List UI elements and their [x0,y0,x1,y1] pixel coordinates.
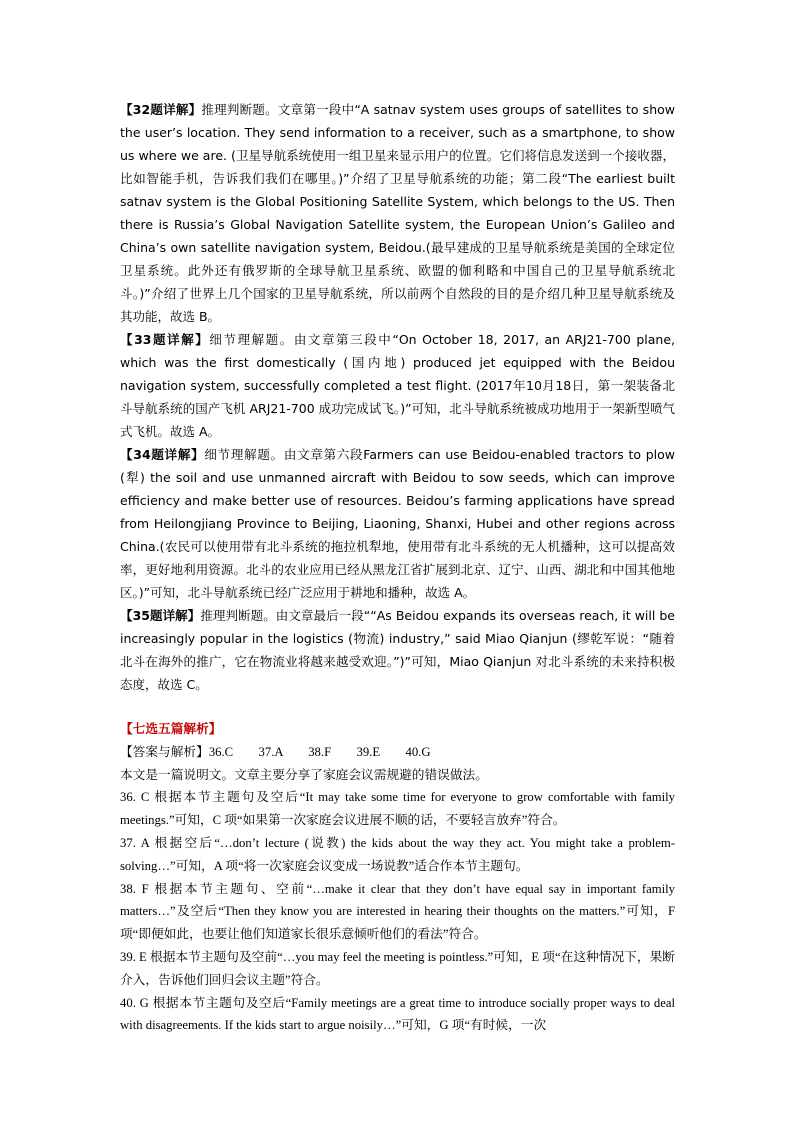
q34-text: 细节理解题。由文章第六段Farmers can use Beidou-enabled tractors to plow (犁) the soil and use unmanned aircraft with Beidou to sow seeds, which can improve efficiency and make better use of resources. Beidou’s farming applications have spread from Heilongjiang Province to Beijing, Liaoning, Shanxi, Hubei and other regions across China.(农民可以使用带有北斗系统的拖拉机犁地，使用带有北斗系统的无人机播种，这可以提高效率，更好地利用资源。北斗的农业应用已经从黑龙江省扩展到北京、辽宁、山西、湖北和中国其他地区。)”可知，北斗导航系统已经广泛应用于耕地和播种，故选 A。 [120,447,675,600]
item-38: 38. F 根据本节主题句、空前“…make it clear that they don’t have equal say in important family matters…”及空后“Then they know you are interested in hearing their thoughts on the matters.”可知，F 项“即便如此，也要让他们知道家长很乐意倾听他们的看法”符合。 [120,881,675,942]
q33-paragraph [120,328,675,443]
answers-line [120,741,675,764]
q32-paragraph [120,98,675,328]
item-36: 36. C 根据本节主题句及空后“It may take some time for everyone to grow comfortable with family meetings.”可知，C 项“如果第一次家庭会议进展不顺的话，不要轻言放弃”符合。 [120,790,675,828]
section-intro: 本文是一篇说明文。文章主要分享了家庭会议需规避的错误做法。 [120,767,488,782]
reading-explanations [120,98,675,696]
q34-paragraph [120,443,675,604]
item-39: 39. E 根据本节主题句及空前“…you may feel the meeting is pointless.”可知，E 项“在这种情况下，果断介入，告诉他们回归会议主题”符合。 [120,949,675,987]
q34-tag: 【34题详解】 [120,447,205,462]
q33-tag: 【33题详解】 [120,332,210,347]
q35-paragraph [120,604,675,696]
item-40: 40. G 根据本节主题句及空后“Family meetings are a great time to introduce socially proper ways to deal with disagreements. If the kids start to argue noisily…”可知，G 项“有时候，一次 [120,995,675,1033]
item-37: 37. A 根据空后“…don’t lecture (说教) the kids about the way they act. You might take a problem-solving…”可知，A 项“将一次家庭会议变成一场说教”适合作本节主题句。 [120,835,675,873]
q33-text: 细节理解题。由文章第三段中“On October 18, 2017, an ARJ21-700 plane, which was the first domestically (国内地) produced jet equipped with the Beidou navigation system, successfully completed a test flight. (2017年10月18日，第一架装备北斗导航系统的国产飞机 ARJ21-700 成功完成试飞。)”可知，北斗导航系统被成功地用于一架新型喷气式飞机。故选 A。 [120,332,675,439]
section-title: 【七选五篇解析】 [120,722,222,736]
q35-text: 推理判断题。由文章最后一段““As Beidou expands its overseas reach, it will be increasingly popular in the logistics (物流) industry,” said Miao Qianjun (缪乾军说：“随着北斗在海外的推广，它在物流业将越来越受欢迎。”)”可知，Miao Qianjun 对北斗系统的未来持积极态度，故选 C。 [120,608,676,692]
seven-choose-five-section [120,718,675,1037]
q35-tag: 【35题详解】 [120,608,201,623]
q32-text: 推理判断题。文章第一段中“A satnav system uses groups of satellites to show the user’s location. They send information to a receiver, such as a smartphone, to show us where we are. (卫星导航系统使用一组卫星来显示用户的位置。它们将信息发送到一个接收器，比如智能手机，告诉我们我们在哪里。)”介绍了卫星导航系统的功能；第二段“The earliest built satnav system is the Global Positioning Satellite System, which belongs to the US. Then there is Russia’s Global Navigation Satellite system, the European Union’s Galileo and China’s own satellite navigation system, Beidou.(最早建成的卫星导航系统是美国的全球定位卫星系统。此外还有俄罗斯的全球导航卫星系统、欧盟的伽利略和中国自己的卫星导航系统北斗。)”介绍了世界上几个国家的卫星导航系统，所以前两个自然段的目的是介绍几种卫星导航系统及其功能，故选 B。 [120,102,675,324]
document-page [120,98,675,1037]
answers-label: 【答案与解析】 [120,744,209,759]
answers-values: 36.C 37.A 38.F 39.E 40.G [208,744,431,759]
q32-tag: 【32题详解】 [120,102,202,117]
